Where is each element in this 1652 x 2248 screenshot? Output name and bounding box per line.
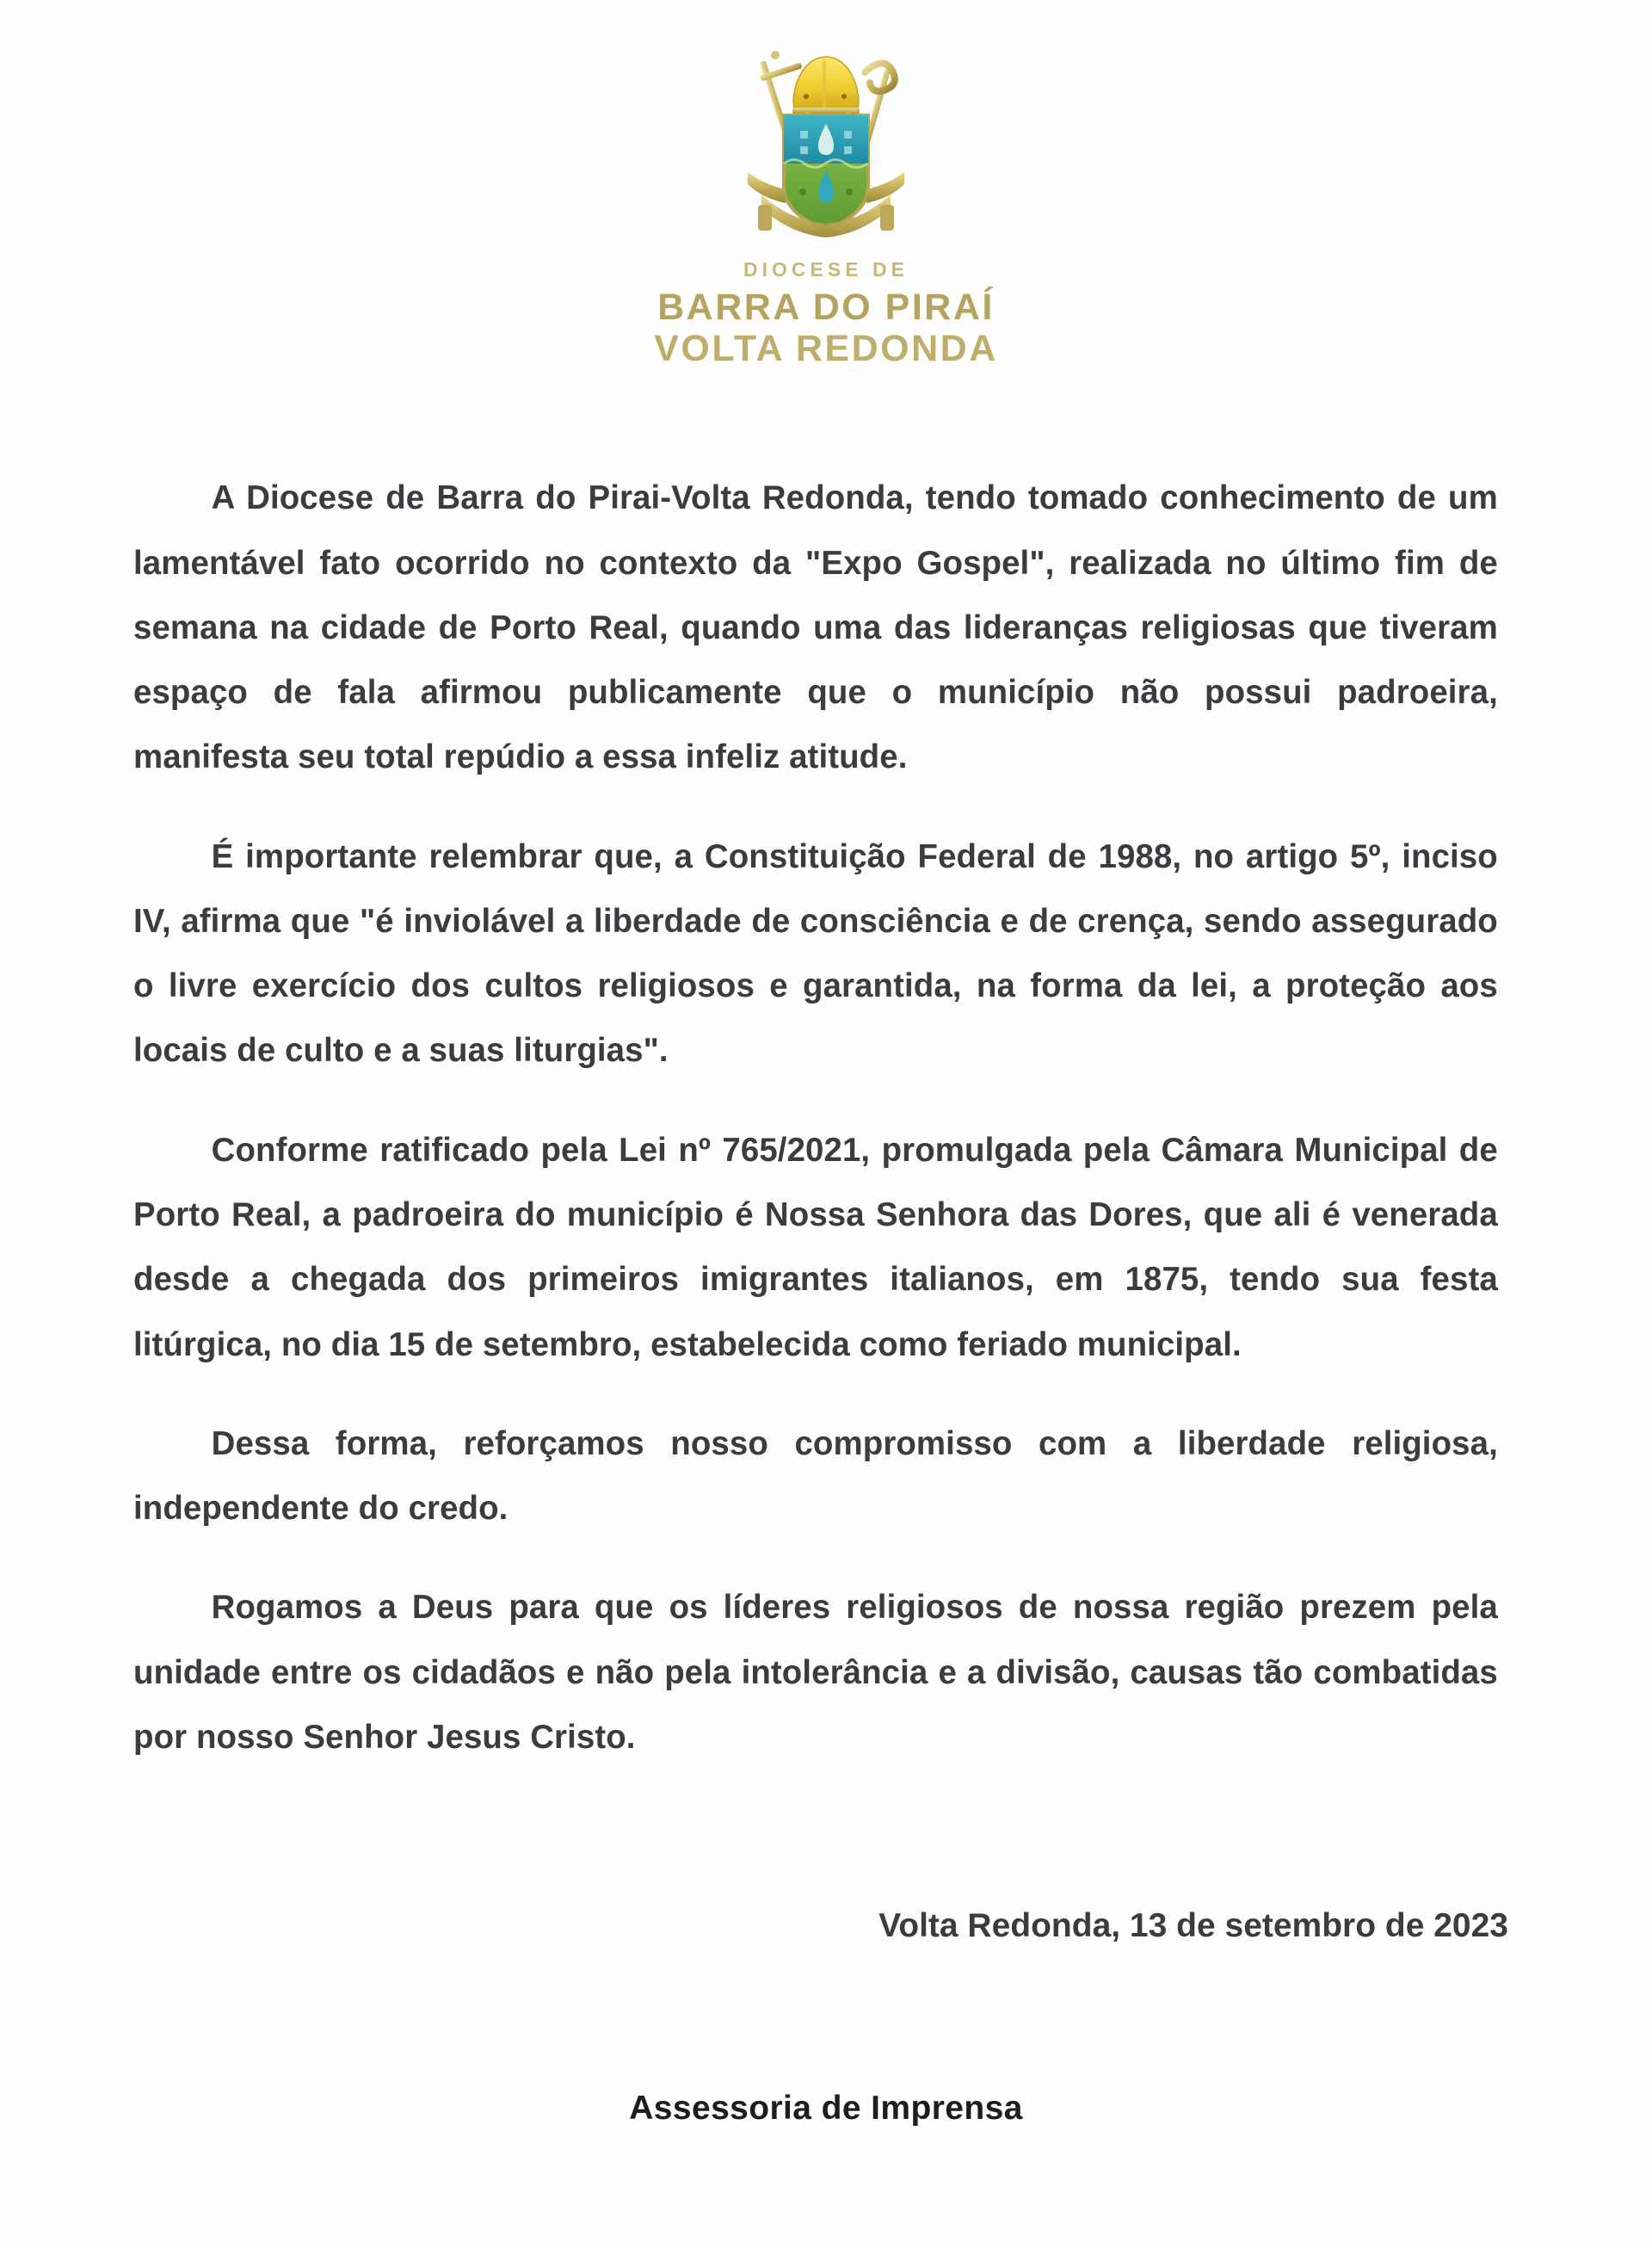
letterhead-eyebrow: DIOCESE DE xyxy=(743,258,909,281)
paragraph: Rogamos a Deus para que os líderes religiosos de nossa região prezem pela unidade entre os cidadãos e não pela intolerância e a divisão, causas tão combatidas por nosso Senhor Jesus Cristo. xyxy=(133,1589,1498,1756)
signature-line: Assessoria de Imprensa xyxy=(629,2090,1023,2128)
letterhead-name-line-2: VOLTA REDONDA xyxy=(654,328,998,370)
letterhead xyxy=(0,0,1652,369)
letterhead-wordmark xyxy=(654,260,998,369)
diocesan-coat-of-arms-icon xyxy=(727,34,925,250)
paragraph: É importante relembrar que, a Constituição Federal de 1988, no artigo 5º, inciso IV, afirma que "é inviolável a liberdade de consciência e de crença, sendo assegurado o livre exercício dos cultos religiosos e garantida, na forma da lei, a proteção aos locais de culto e a suas liturgias". xyxy=(133,837,1498,1070)
paragraph: A Diocese de Barra do Pirai-Volta Redonda, tendo tomado conhecimento de um lamentável fato ocorrido no contexto da "Expo Gospel", realizada no último fim de semana na cidade de Porto Real, quando uma das lideranças religiosas que tiveram espaço de fala afirmou publicamente que o município não possui padroeira, manifesta seu total repúdio a essa infeliz atitude. xyxy=(133,479,1498,776)
shield-icon xyxy=(784,115,868,229)
closing-place-and-date: Volta Redonda, 13 de setembro de 2023 xyxy=(878,1907,1508,1945)
paragraph: Dessa forma, reforçamos nosso compromisso com a liberdade religiosa, independente do credo. xyxy=(133,1424,1498,1528)
paragraph: Conforme ratificado pela Lei nº 765/2021, promulgada pela Câmara Municipal de Porto Real, a padroeira do município é Nossa Senhora das Dores, que ali é venerada desde a chegada dos primeiros imigrantes italianos, em 1875, tendo sua festa litúrgica, no dia 15 de setembro, estabelecida como feriado municipal. xyxy=(133,1131,1498,1363)
letter-body xyxy=(133,369,1519,2128)
letterhead-name-line-1: BARRA DO PIRAÍ xyxy=(657,287,995,328)
